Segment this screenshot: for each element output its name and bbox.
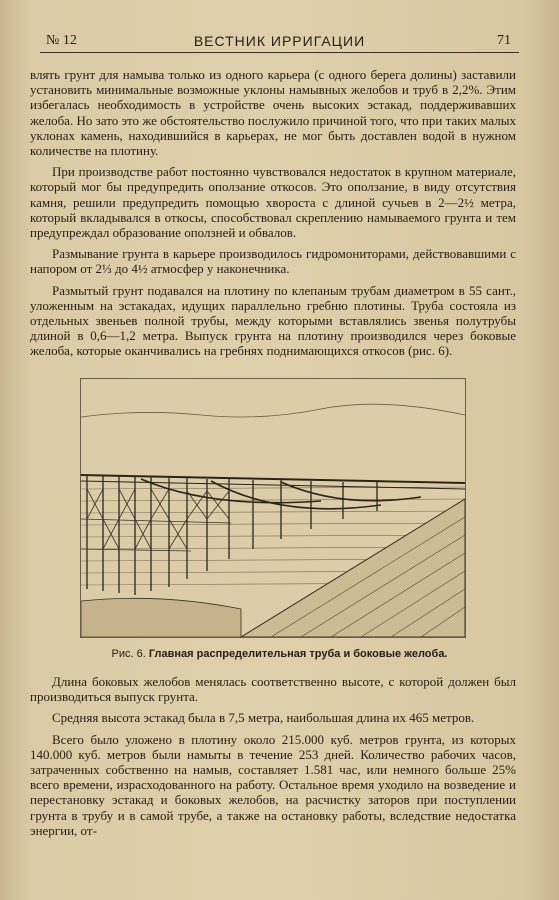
paragraph: влять грунт для намыва только из одного карьера (с одного берега долины) заставили установить минимальные возможные уклоны намывных желобов и труб в 2,2%. Этим избегалась необходимость в устройстве очень высоких эстакад, поддерживавших желоба. Но зато это же обстоятельство послужило причиной того, что при таких малых уклонах камень, находившийся в карьерах, не мог быть доставлен водой в нужном количестве на плотину. — [30, 67, 516, 159]
figure-illustration — [80, 378, 466, 638]
paragraph: Размытый грунт подавался на плотину по клепаным трубам диаметром в 55 сант., уложенным на эстакадах, идущих параллельно гребню плотины. Труба состояла из отдельных звеньев полной трубы, между которыми вставлялись звенья полутрубы длиной в 0,6—1,2 метра. Выпуск грунта на плотину производился через боковые желоба, которые оканчивались на гребнях поднимающихся откосов (рис. 6). — [30, 282, 516, 359]
figure-caption — [40, 648, 519, 660]
paragraph: Длина боковых желобов менялась соответственно высоте, с которой должен был производиться выпуск грунта. — [30, 674, 516, 705]
journal-title: ВЕСТНИК ИРРИГАЦИИ — [193, 33, 366, 49]
trestle-drawing — [81, 379, 465, 637]
paragraph: Средняя высота эстакад была в 7,5 метра, наибольшая длина их 465 метров. — [52, 710, 475, 726]
paragraph: Размывание грунта в карьере производилось гидромониторами, действовавшими с напором от 2⅓ до 4½ атмосфер у наконечника. — [30, 246, 516, 277]
issue-number: № 12 — [46, 33, 77, 48]
caption-text: Главная распределительная труба и боковые желоба. — [148, 648, 448, 660]
page-header — [40, 30, 519, 53]
paragraph: При производстве работ постоянно чувствовался недостаток в крупном материале, который мог бы предупредить оползание откосов. Это оползание, в виду отсутствия камня, решили предупредить помощью хвороста с длиной сучьев в 2—2½ метра, который вкладывался в откосы, способствовал скреплению намываемого грунта и тем предупреждал образование оползней и обвалов. — [30, 164, 516, 241]
text-block-top — [30, 67, 516, 365]
paragraph: Всего было уложено в плотину около 215.000 куб. метров грунта, из которых 140.000 куб. метров были намыты в течение 253 дней. Количество рабочих часов, затраченных собственно на намыв, составляет 1.581 час, или немного больше 25% всего времени, израсходованного на работу. Остальное время уходило на возведение и перестановку эстакад и боковых желобов, на расчистку заторов при поступлении грунта в трубу и в самой трубе, а также на остановку работы, вследствие недостатка энергии, от- — [30, 731, 516, 838]
caption-label: Рис. 6. — [111, 648, 146, 660]
page-number: 71 — [497, 33, 511, 48]
text-block-bottom — [30, 674, 516, 844]
